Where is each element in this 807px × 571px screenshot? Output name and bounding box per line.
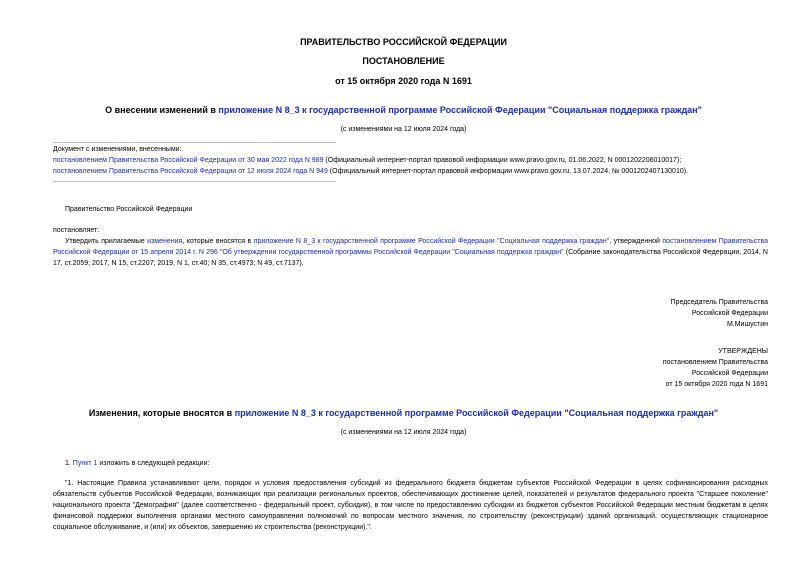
- amendments-intro: Документ с изменениями, внесенными:: [53, 146, 182, 153]
- approval-date: от 15 октября 2020 года N 1691: [665, 381, 768, 388]
- signature-name: М.Мишустин: [726, 321, 768, 328]
- amendment-item: [53, 155, 793, 166]
- title-link[interactable]: приложение N 8_3 к государственной программе Российской Федерации "Социальная поддержка граждан": [218, 105, 702, 115]
- government-line: Правительство Российской Федерации: [65, 206, 193, 213]
- point-link[interactable]: Пункт 1: [72, 460, 98, 467]
- approval-line: постановлением Правительства: [662, 359, 768, 366]
- amendment-item: [53, 166, 793, 177]
- amendment-source: (Официальный интернет-портал правовой информации www.pravo.gov.ru, 01.06.2022, N 0001202206010017);: [323, 157, 682, 164]
- amendment-link[interactable]: постановлением Правительства Российской Федерации от 30 мая 2022 года N 989: [53, 157, 324, 164]
- approval-block: [500, 346, 768, 390]
- amendments-top-rule: [53, 142, 336, 143]
- changes-link[interactable]: изменения: [147, 238, 183, 245]
- signature-org: Российской Федерации: [691, 310, 768, 317]
- document-title: [0, 105, 807, 115]
- changes-amended-note: (с изменениями на 12 июля 2024 года): [340, 429, 467, 436]
- paragraph-text: Утвердить прилагаемые: [65, 238, 148, 245]
- amendment-link[interactable]: постановлением Правительства Российской Федерации от 12 июля 2024 года N 949: [53, 168, 328, 175]
- title-prefix: О внесении изменений в: [105, 105, 219, 115]
- change-item-1: [53, 458, 768, 469]
- document-date: от 15 октября 2020 года N 1691: [335, 76, 472, 86]
- resolution-paragraph: [53, 236, 768, 269]
- changes-appendix-link[interactable]: приложение N 8_3 к государственной программе Российской Федерации "Социальная поддержка граждан": [234, 408, 719, 418]
- signature-block: [500, 297, 768, 330]
- amendments-bottom-rule: [53, 181, 336, 182]
- signature-title: Председатель Правительства: [670, 299, 768, 306]
- changes-prefix: Изменения, которые вносятся в: [88, 408, 235, 418]
- amended-note: (с изменениями на 12 июля 2024 года): [340, 126, 467, 133]
- appendix-link[interactable]: приложение N 8_3 к государственной программе Российской Федерации "Социальная поддержка граждан": [253, 238, 610, 245]
- resolution-link[interactable]: постановлением Правительства Российской Федерации от 15 апреля 2014 г. N 296 "Об утверждении государственной программы Российской Федерации "Социальная поддержка граждан": [53, 238, 769, 256]
- government-heading: ПРАВИТЕЛЬСТВО РОССИЙСКОЙ ФЕДЕРАЦИИ: [300, 37, 507, 47]
- paragraph-text: , которые вносятся в: [182, 238, 254, 245]
- quoted-paragraph: "1. Настоящие Правила устанавливают цели, порядок и условия предоставления субсидий из федерального бюджета бюджетам субъектов Российской Федерации в целях софинансирования расходных обязательств субъектов Российской Федерации, возникающих при реализации региональных проектов, обеспечивающих достижение целей, показателей и результатов федерального проекта "Старшее поколение" национального проекта "Демография" (далее соответственно - федеральный проект, субсидия), в том числе по предоставлению субсидии из бюджетов субъектов Российской Федерации местным бюджетам в целях финансовой поддержки выполнения органами местного самоуправления полномочий по вопросам местного значения, по строительству (реконструкции) зданий организаций, осуществляющих стационарное социальное обслуживание, и (или) их объектов, завершению их строительства (реконструкции).".: [53, 480, 768, 531]
- approval-heading: УТВЕРЖДЕНЫ: [718, 348, 768, 355]
- changes-title: [0, 408, 807, 418]
- document-type: ПОСТАНОВЛЕНИЕ: [362, 56, 445, 66]
- amendment-source: (Официальный интернет-портал правовой информации www.pravo.gov.ru, 13.07.2024, № 0001202407130010).: [327, 168, 689, 175]
- approval-line: Российской Федерации: [691, 370, 768, 377]
- paragraph-text: (Собрание законодательства Российской Федерации, 2014, N 17, ст.2059; 2017, N 15, ст.2207; 2019, N 1, ст.40; N 35, ст.4973; N 49, ст.7137).: [53, 249, 768, 267]
- paragraph-text: , утвержденной: [609, 238, 663, 245]
- resolves-line: постановляет:: [53, 227, 100, 234]
- change-text: 1.: [65, 460, 73, 467]
- change-text: изложить в следующей редакции:: [97, 460, 210, 467]
